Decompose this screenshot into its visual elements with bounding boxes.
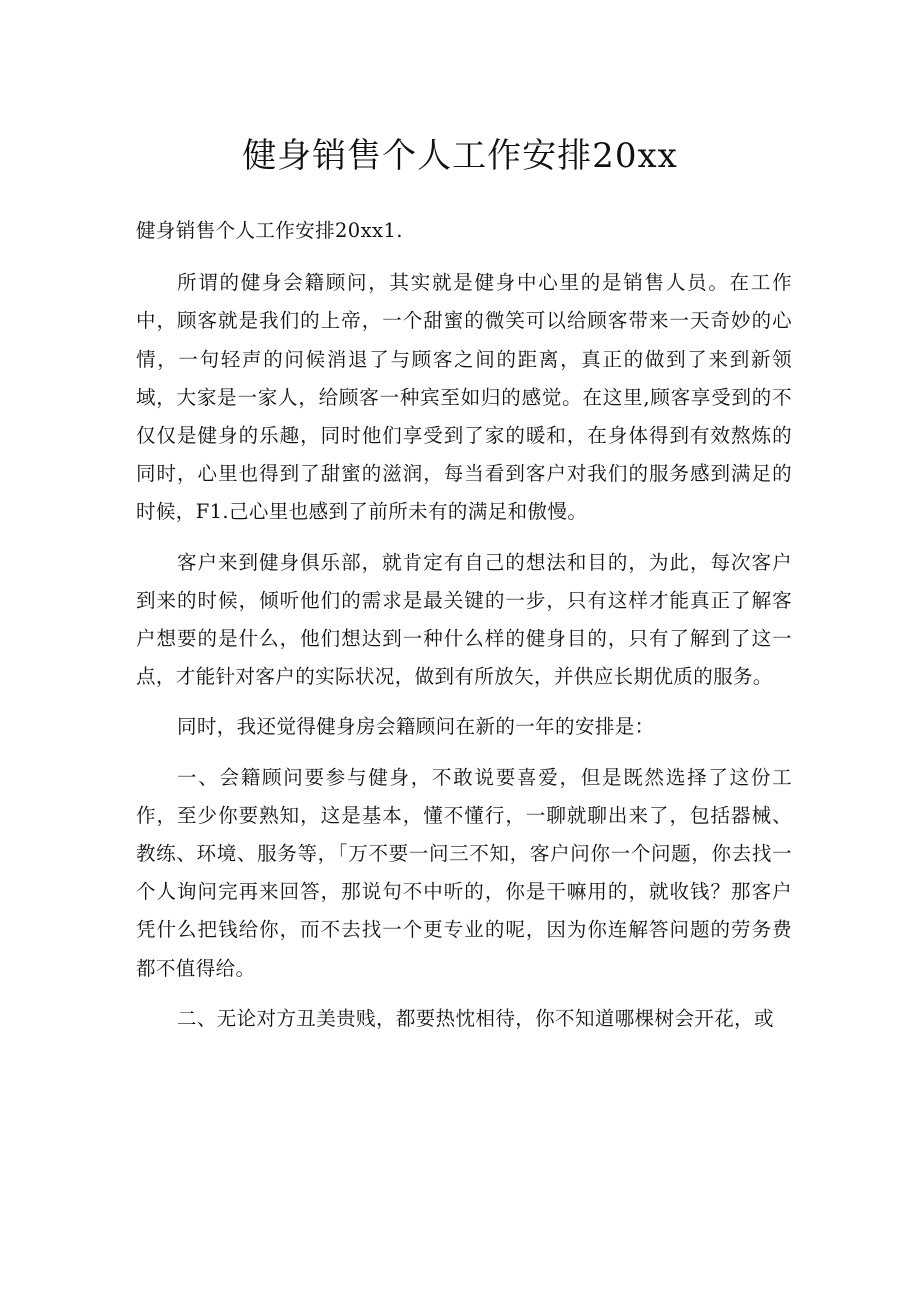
paragraph-intro: 所谓的健身会籍顾问，其实就是健身中心里的是销售人员。在工作中，顾客就是我们的上帝，一个甜蜜的微笑可以给顾客带来一天奇妙的心情，一句轻声的问候消退了与顾客之间的距离，真正的做到了来到新领域，大家是一家人，给顾客一种宾至如归的感觉。在这里,顾客享受到的不仅仅是健身的乐趣，同时他们享受到了家的暖和，在身体得到有效熬炼的同时，心里也得到了甜蜜的滋润，每当看到客户对我们的服务感到满足的时候，F1.己心里也感到了前所未有的满足和傲慢。 [136,271,792,524]
paragraph-plan-item-2: 二、无论对方丑美贵贱，都要热忱相待，你不知道哪棵树会开花，或 [176,1006,774,1030]
paragraph-plan-item-1: 一、会籍顾问要参与健身，不敢说要喜爱，但是既然选择了这份工作，至少你要熟知，这是基本，懂不懂行，一聊就聊出来了，包括器械、教练、环境、服务等，「万不要一问三不知，客户问你一个问题，你去找一个人询问完再来回答，那说句不中听的，你是干嘛用的，就收钱？那客户凭什么把钱给你，而不去找一个更专业的呢，因为你连解答问题的劳务费都不值得给。 [136,765,792,980]
paragraph-customer-needs: 客户来到健身俱乐部，就肯定有自己的想法和目的，为此，每次客户到来的时候，倾听他们的需求是最关键的一步，只有这样才能真正了解客户想要的是什么，他们想达到一种什么样的健身目的，只有了解到了这一点，才能针对客户的实际状况，做到有所放矢，并供应长期优质的服务。 [136,550,792,689]
paragraph-plan-lead: 同时，我还觉得健身房会籍顾问在新的一年的安排是： [176,715,655,739]
document-title: 健身销售个人工作安排20xx [242,136,678,176]
document-subtitle: 健身销售个人工作安排20xx1. [136,219,403,242]
document-body [136,212,792,1050]
